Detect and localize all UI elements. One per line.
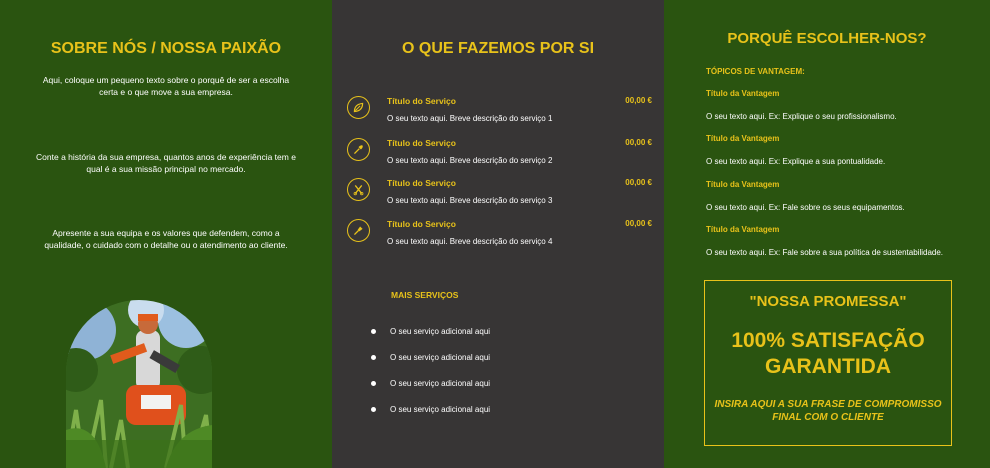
more-service-item: O seu serviço adicional aqui — [371, 379, 490, 388]
bullet-icon — [371, 381, 376, 386]
gardener-photo — [66, 300, 212, 468]
why-us-title: PORQUÊ ESCOLHER-NOS? — [727, 30, 927, 47]
services-column — [332, 0, 664, 468]
about-paragraph-2: Conte a história da sua empresa, quantos anos de experiência tem e qual é a sua missão principal no mercado. — [36, 152, 296, 174]
service-item-2 — [347, 138, 652, 170]
service-description: O seu texto aqui. Breve descrição do serviço 3 — [387, 196, 553, 205]
advantage-description: O seu texto aqui. Ex: Fale sobre a sua política de sustentabilidade. — [706, 248, 944, 257]
advantage-description: O seu texto aqui. Ex: Explique a sua pontualidade. — [706, 157, 886, 166]
more-services-title: MAIS SERVIÇOS — [391, 290, 459, 300]
more-service-item: O seu serviço adicional aqui — [371, 405, 490, 414]
service-price: 00,00 € — [625, 178, 652, 187]
trowel-icon — [347, 219, 370, 242]
advantage-description: O seu texto aqui. Ex: Explique o seu profissionalismo. — [706, 112, 897, 121]
bullet-icon — [371, 329, 376, 334]
more-service-item: O seu serviço adicional aqui — [371, 327, 490, 336]
advantage-title: Título da Vantagem — [706, 89, 780, 98]
service-title: Título do Serviço — [387, 96, 456, 106]
service-title: Título do Serviço — [387, 219, 456, 229]
why-us-column — [664, 0, 990, 468]
service-title: Título do Serviço — [387, 178, 456, 188]
service-item-1 — [347, 96, 652, 128]
service-description: O seu texto aqui. Breve descrição do serviço 2 — [387, 156, 553, 165]
promise-title: "NOSSA PROMESSA" — [749, 293, 907, 310]
promise-text: INSIRA AQUI A SUA FRASE DE COMPROMISSO FINAL COM O CLIENTE — [714, 399, 942, 423]
advantage-title: Título da Vantagem — [706, 180, 780, 189]
more-service-item: O seu serviço adicional aqui — [371, 353, 490, 362]
bullet-icon — [371, 355, 376, 360]
shears-icon — [347, 178, 370, 201]
service-price: 00,00 € — [625, 138, 652, 147]
bullet-icon — [371, 407, 376, 412]
about-paragraph-3: Apresente a sua equipa e os valores que defendem, como a qualidade, o cuidado com o detalhe ou o atendimento ao cliente. — [44, 228, 288, 250]
advantages-subtitle: TÓPICOS DE VANTAGEM: — [706, 67, 805, 76]
service-item-4 — [347, 219, 652, 251]
about-paragraph-1: Aqui, coloque um pequeno texto sobre o porquê de ser a escolha certa e o que move a sua empresa. — [42, 75, 290, 97]
shovel-icon — [347, 138, 370, 161]
leaf-icon — [347, 96, 370, 119]
promise-headline: 100% SATISFAÇÃO GARANTIDA — [731, 329, 925, 378]
about-column — [0, 0, 332, 468]
advantage-title: Título da Vantagem — [706, 225, 780, 234]
service-title: Título do Serviço — [387, 138, 456, 148]
service-price: 00,00 € — [625, 96, 652, 105]
service-description: O seu texto aqui. Breve descrição do serviço 4 — [387, 237, 553, 246]
service-item-3 — [347, 178, 652, 210]
advantage-title: Título da Vantagem — [706, 134, 780, 143]
service-description: O seu texto aqui. Breve descrição do serviço 1 — [387, 114, 553, 123]
services-title: O QUE FAZEMOS POR SI — [401, 40, 595, 57]
service-price: 00,00 € — [625, 219, 652, 228]
advantage-description: O seu texto aqui. Ex: Fale sobre os seus equipamentos. — [706, 203, 905, 212]
about-title: SOBRE NÓS / NOSSA PAIXÃO — [50, 40, 282, 57]
promise-box — [704, 280, 952, 446]
